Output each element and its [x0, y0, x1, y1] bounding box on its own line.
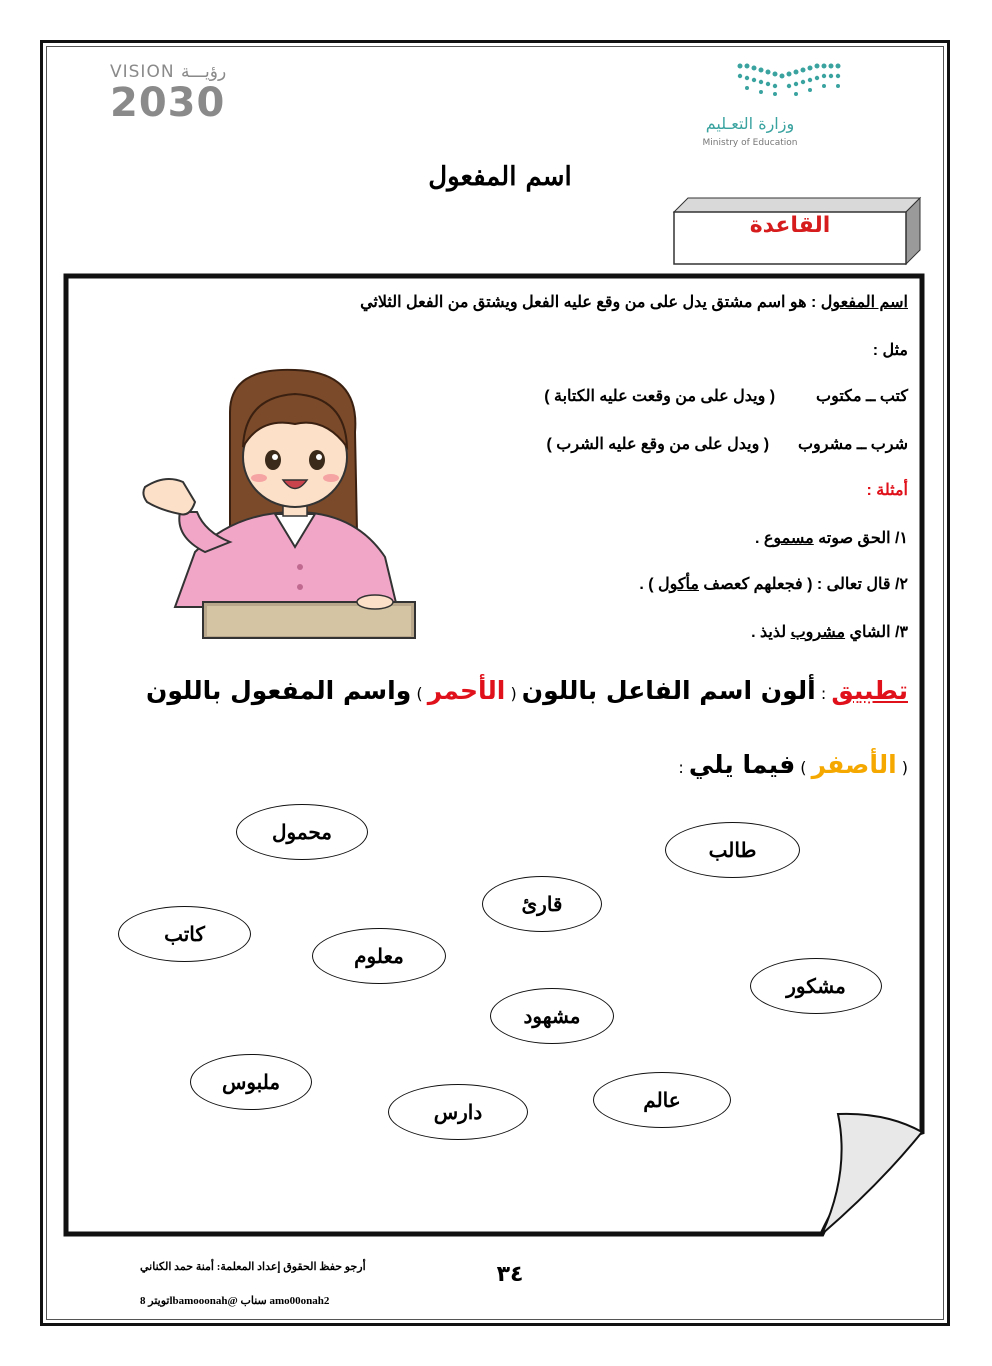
- example-row-2: [547, 434, 908, 454]
- example-row-1: [544, 386, 908, 406]
- sample-word: مشروب: [790, 624, 846, 641]
- word-oval[interactable]: [593, 1072, 731, 1128]
- word-oval[interactable]: [665, 822, 800, 878]
- definition-text: : هو اسم مشتق يدل على من وقع عليه الفعل ويشتق من الفعل الثلاثي: [360, 294, 821, 311]
- word-text: طالب: [708, 839, 757, 862]
- paren: ): [411, 684, 428, 703]
- word-text: عالم: [643, 1089, 681, 1112]
- sample-word: مسموع: [763, 530, 814, 547]
- paren: (: [896, 758, 908, 777]
- yellow-color-word: الأصفر: [811, 750, 897, 779]
- sample-text: ١/ الحق صوته: [813, 530, 908, 547]
- sample-3: [751, 622, 908, 642]
- word-text: قارئ: [521, 893, 563, 916]
- word-text: معلوم: [354, 945, 404, 968]
- page-title: اسم المفعول: [428, 162, 572, 192]
- ministry-logo: [680, 60, 845, 155]
- application-colon: :: [815, 684, 832, 703]
- definition-term: اسم المفعول: [820, 294, 908, 311]
- application-text: ألون اسم الفاعل باللون: [521, 676, 816, 705]
- word-oval[interactable]: [236, 804, 368, 860]
- ministry-name-english: Ministry of Education: [702, 138, 798, 148]
- application-line-1: [146, 676, 908, 705]
- word-oval[interactable]: [190, 1054, 312, 1110]
- application-text: فيما يلي: [688, 750, 796, 779]
- application-text: واسم المفعول باللون: [145, 676, 412, 705]
- rule-label: القاعدة: [749, 213, 831, 238]
- vision-2030-logo: [110, 62, 275, 132]
- vision-text: VISION رؤيـــة: [110, 62, 227, 82]
- samples-label: أمثلة :: [866, 482, 908, 499]
- sample-text: .: [754, 530, 764, 547]
- sample-text: ٣/ الشاي: [845, 624, 908, 641]
- sample-text: ٢/ قال تعالى : ( فجعلهم كعصف: [698, 576, 908, 593]
- footer-social: تويتر 8lbamooonah@ سناب amo00onah2: [140, 1295, 330, 1307]
- example-pair: كتب ــ مكتوب: [816, 388, 908, 405]
- word-oval[interactable]: [490, 988, 614, 1044]
- word-oval[interactable]: [388, 1084, 528, 1140]
- word-oval[interactable]: [118, 906, 251, 962]
- page-number: ٣٤: [496, 1262, 524, 1287]
- word-oval[interactable]: [750, 958, 882, 1014]
- sample-text: لذيذ .: [751, 624, 791, 641]
- word-oval[interactable]: [312, 928, 446, 984]
- sample-2: [639, 574, 908, 594]
- red-color-word: الأحمر: [427, 676, 506, 705]
- application-line-2: [678, 750, 908, 779]
- word-text: مشكور: [786, 975, 846, 998]
- word-oval[interactable]: [482, 876, 602, 932]
- definition-line: [360, 292, 908, 312]
- sample-1: [755, 528, 908, 548]
- word-text: مشهود: [523, 1005, 581, 1028]
- application-tail: :: [678, 758, 689, 777]
- example-note: ( ويدل على من وقع عليه الشرب ): [546, 436, 770, 453]
- ministry-name-arabic: وزارة التعـليم: [705, 114, 795, 133]
- word-text: دارس: [433, 1101, 483, 1124]
- paren: ): [795, 758, 812, 777]
- vision-year: 2030: [110, 80, 226, 126]
- paren: (: [505, 684, 522, 703]
- footer-credit: أرجو حفظ الحقوق إعداد المعلمة: أمنة حمد الكناني: [140, 1261, 366, 1273]
- sample-text: ) .: [639, 576, 659, 593]
- application-label: تطبيق: [831, 676, 908, 705]
- ministry-dots-icon: [735, 60, 845, 100]
- example-pair: شرب ــ مشروب: [797, 436, 908, 453]
- teacher-illustration: [135, 362, 425, 647]
- example-label: مثل :: [872, 342, 908, 359]
- sample-word: مأكول: [658, 576, 699, 593]
- word-text: محمول: [271, 821, 333, 844]
- word-text: ملبوس: [221, 1071, 281, 1094]
- word-text: كاتب: [164, 923, 205, 946]
- example-note: ( ويدل على من وقعت عليه الكتابة ): [544, 388, 776, 405]
